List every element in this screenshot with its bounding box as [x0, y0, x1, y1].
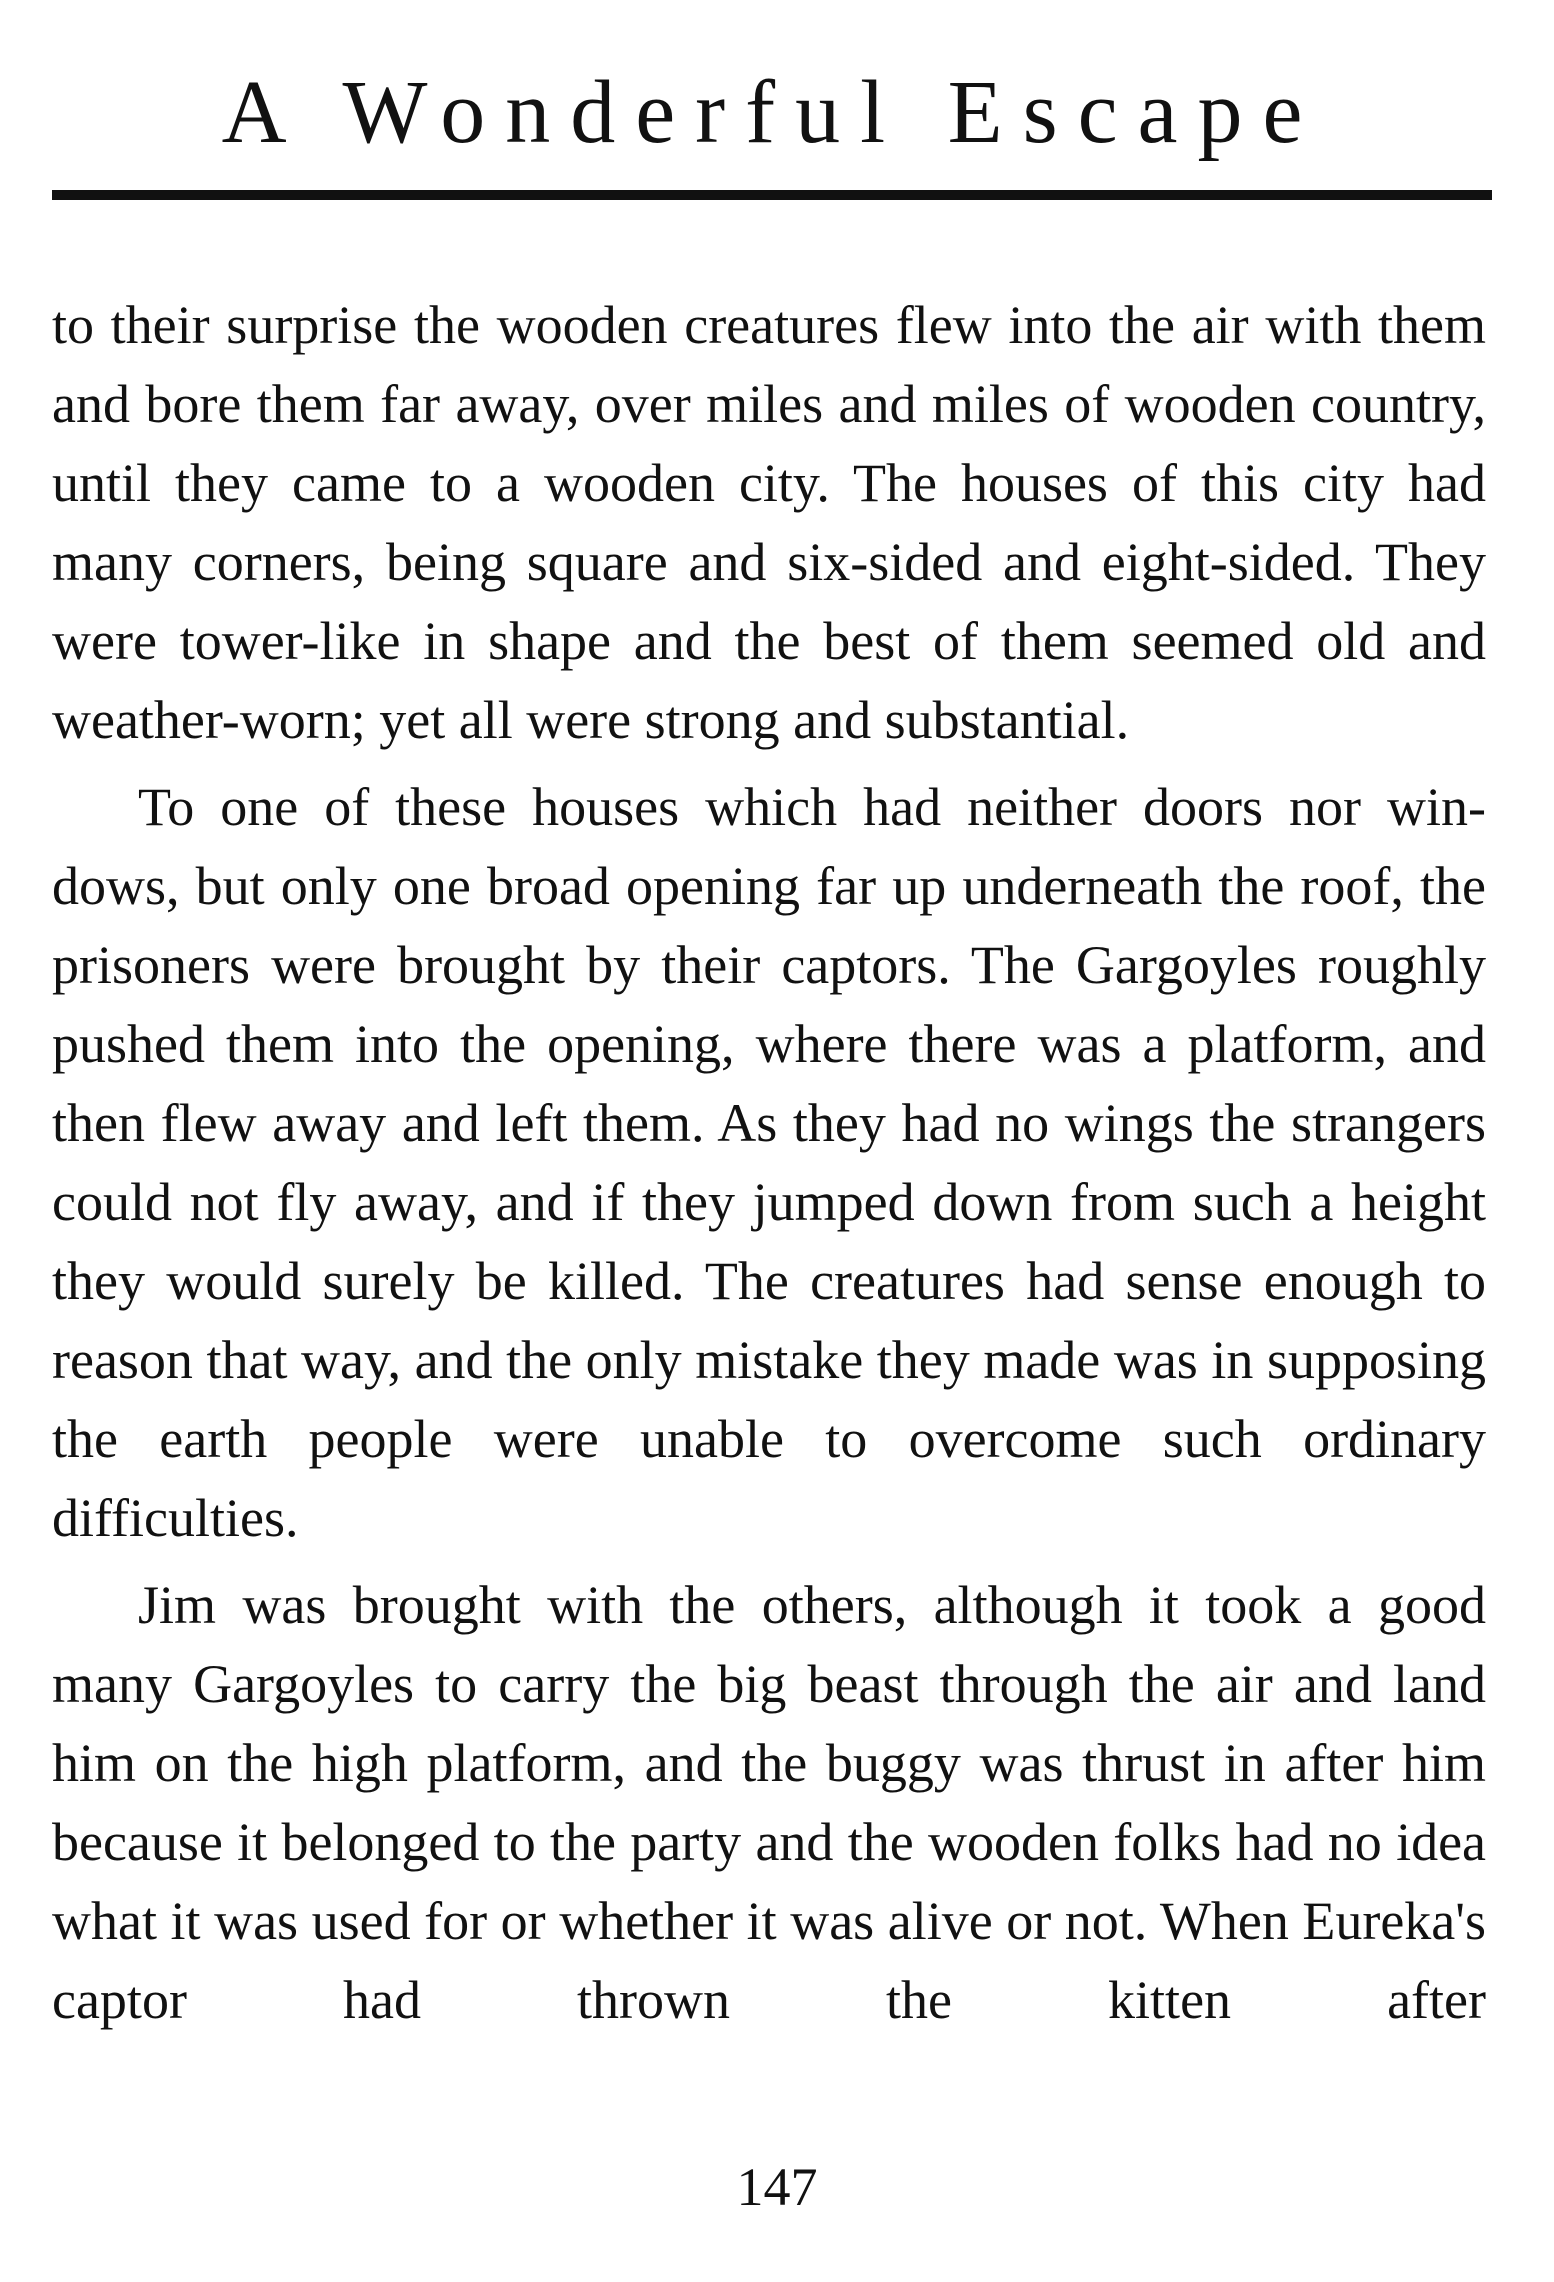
running-title: A Wonderful Escape	[221, 63, 1323, 162]
text-line: or not. When Eureka's captor had thrown the kitten after	[52, 1891, 1487, 2030]
paragraph-2	[52, 768, 1486, 1558]
text-line: To one of these houses which had neither doors nor win-	[138, 777, 1486, 837]
text-line: land him on the high platform, and the buggy was thrust in	[52, 1654, 1486, 1793]
text-line: down from such a height they would surely be killed. The	[52, 1172, 1487, 1311]
text-line: the prisoners were brought by their captors. The Gargoyles	[52, 856, 1486, 995]
text-line: them and bore them far away, over miles and miles of wooden	[52, 295, 1487, 434]
text-line: mistake they made was in supposing the earth people were	[52, 1330, 1486, 1469]
text-line: unable to overcome such ordinary difficulties.	[52, 1409, 1486, 1548]
text-line: creatures had sense enough to reason that way, and the only	[52, 1251, 1486, 1390]
text-line: country, until they came to a wooden city. The houses of	[52, 374, 1486, 513]
text-line: folks had no idea what it was used for or whether it was alive	[52, 1812, 1487, 1951]
text-line: substantial.	[884, 690, 1130, 750]
paragraph-3	[52, 1566, 1486, 2040]
text-line: after him because it belonged to the party and the wooden	[52, 1733, 1486, 1872]
text-line: to their surprise the wooden creatures flew into the air with	[52, 295, 1362, 355]
page-number: 147	[736, 2157, 818, 2217]
text-line: them seemed old and weather-worn; yet all were strong and	[52, 611, 1487, 750]
text-line: no wings the strangers could not fly away, and if they jumped	[52, 1093, 1486, 1232]
body-text	[52, 286, 1486, 2040]
text-line: platform, and then flew away and left them. As they had	[52, 1014, 1486, 1153]
text-line: many Gargoyles to carry the big beast through the air and	[52, 1654, 1372, 1714]
text-line: eight-sided. They were tower-like in shape and the best of	[52, 532, 1486, 671]
text-line: roughly pushed them into the opening, where there was a	[52, 935, 1486, 1074]
text-line: this city had many corners, being square and six-sided and	[52, 453, 1487, 592]
header-rule	[52, 190, 1492, 200]
paragraph-1	[52, 286, 1486, 760]
text-line: Jim was brought with the others, although it took a good	[138, 1575, 1486, 1635]
text-line: dows, but only one broad opening far up underneath the roof,	[52, 856, 1404, 916]
